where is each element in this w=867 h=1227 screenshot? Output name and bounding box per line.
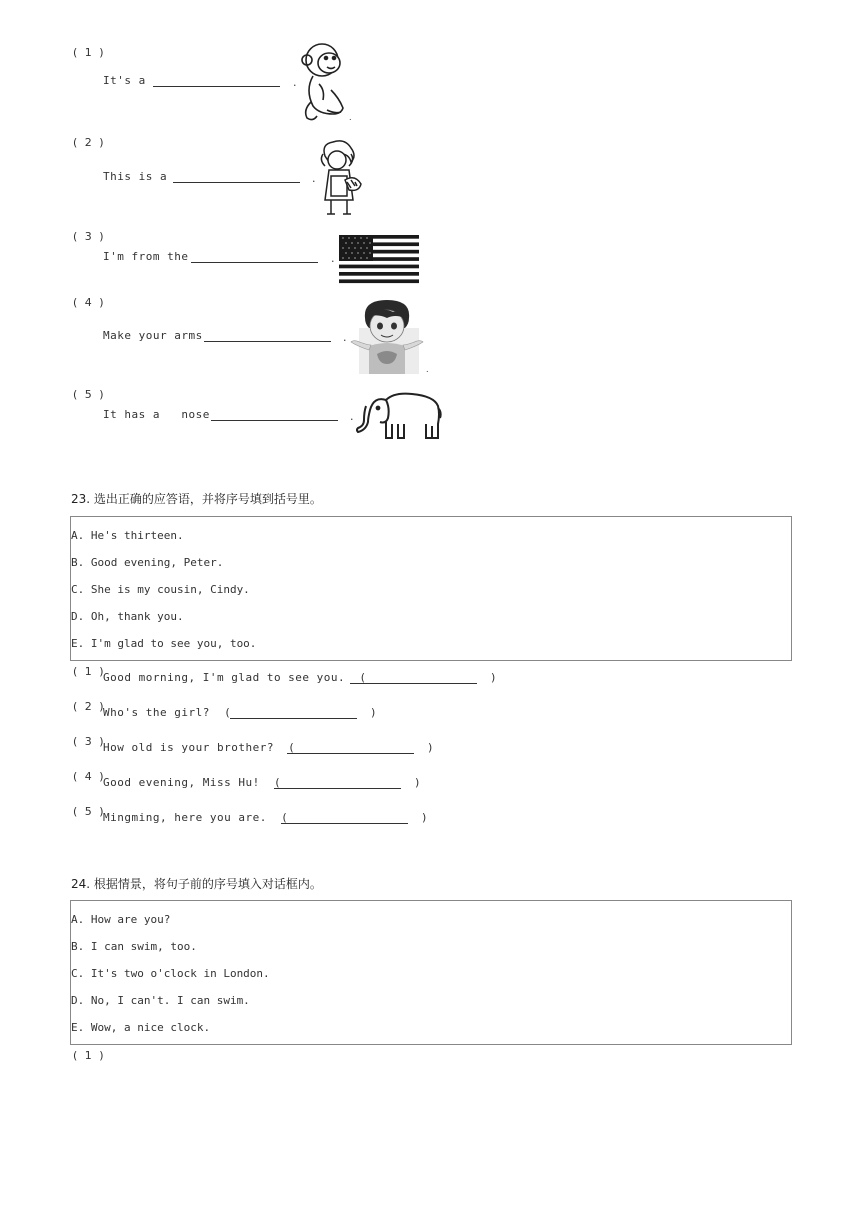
- item-number: ( 1 ): [73, 46, 106, 59]
- close-paren: ): [414, 776, 421, 789]
- option-d: D. No, I can't. I can swim.: [71, 994, 250, 1007]
- period: .: [331, 252, 335, 265]
- answer-blank[interactable]: [153, 86, 280, 87]
- question-text: Who's the girl? (: [103, 706, 232, 719]
- option-e: E. I'm glad to see you, too.: [71, 637, 257, 650]
- item-number: ( 3 ): [73, 230, 106, 243]
- question-23-title: 23. 选出正确的应答语，并将序号填到括号里。: [71, 492, 322, 506]
- option-d: D. Oh, thank you.: [71, 610, 184, 623]
- close-paren: ): [370, 706, 377, 719]
- svg-text:.: .: [349, 113, 352, 122]
- woman-with-basket-icon: [317, 140, 367, 218]
- question-text: Good evening, Miss Hu! (: [103, 776, 282, 789]
- question-text: Mingming, here you are. (: [103, 811, 289, 824]
- item-number: ( 4 ): [73, 296, 106, 309]
- monkey-icon: [297, 40, 355, 122]
- sentence-text: This is a: [103, 170, 168, 183]
- answer-blank[interactable]: [191, 262, 318, 263]
- answer-blank[interactable]: [211, 420, 338, 421]
- boy-shrugging-icon: [349, 298, 431, 374]
- item-number: ( 5 ): [73, 388, 106, 401]
- answer-blank[interactable]: [350, 683, 477, 684]
- q23-options-box: [70, 516, 792, 661]
- svg-text:.: .: [426, 365, 429, 374]
- question-text: How old is your brother? (: [103, 741, 296, 754]
- answer-blank[interactable]: [204, 341, 331, 342]
- item-number: ( 4 ): [73, 770, 106, 783]
- answer-blank[interactable]: [230, 718, 357, 719]
- option-c: C. It's two o'clock in London.: [71, 967, 270, 980]
- option-b: B. I can swim, too.: [71, 940, 197, 953]
- option-c: C. She is my cousin, Cindy.: [71, 583, 250, 596]
- item-number: ( 2 ): [73, 700, 106, 713]
- q24-options-box: [70, 900, 792, 1045]
- question-text: Good morning, I'm glad to see you. (: [103, 671, 367, 684]
- answer-blank[interactable]: [173, 182, 300, 183]
- option-b: B. Good evening, Peter.: [71, 556, 224, 569]
- option-a: A. How are you?: [71, 913, 171, 926]
- answer-blank[interactable]: [281, 823, 408, 824]
- close-paren: ): [490, 671, 497, 684]
- answer-blank[interactable]: [274, 788, 401, 789]
- item-number: ( 3 ): [73, 735, 106, 748]
- question-24-title: 24. 根据情景，将句子前的序号填入对话框内。: [71, 877, 322, 891]
- item-number: ( 5 ): [73, 805, 106, 818]
- period: .: [312, 172, 316, 185]
- elephant-icon: [356, 390, 442, 442]
- sentence-text: It's a: [103, 74, 146, 87]
- sentence-text: Make your arms: [103, 329, 203, 342]
- option-e: E. Wow, a nice clock.: [71, 1021, 211, 1034]
- usa-flag-icon: [339, 235, 423, 285]
- item-number: ( 1 ): [73, 665, 106, 678]
- period: .: [350, 410, 354, 423]
- close-paren: ): [427, 741, 434, 754]
- period: .: [343, 331, 347, 344]
- sentence-text: I'm from the: [103, 250, 189, 263]
- sentence-text: It has a nose: [103, 408, 210, 421]
- period: .: [293, 76, 297, 89]
- q24-item-1-number: ( 1 ): [73, 1049, 106, 1062]
- close-paren: ): [421, 811, 428, 824]
- item-number: ( 2 ): [73, 136, 106, 149]
- option-a: A. He's thirteen.: [71, 529, 184, 542]
- answer-blank[interactable]: [287, 753, 414, 754]
